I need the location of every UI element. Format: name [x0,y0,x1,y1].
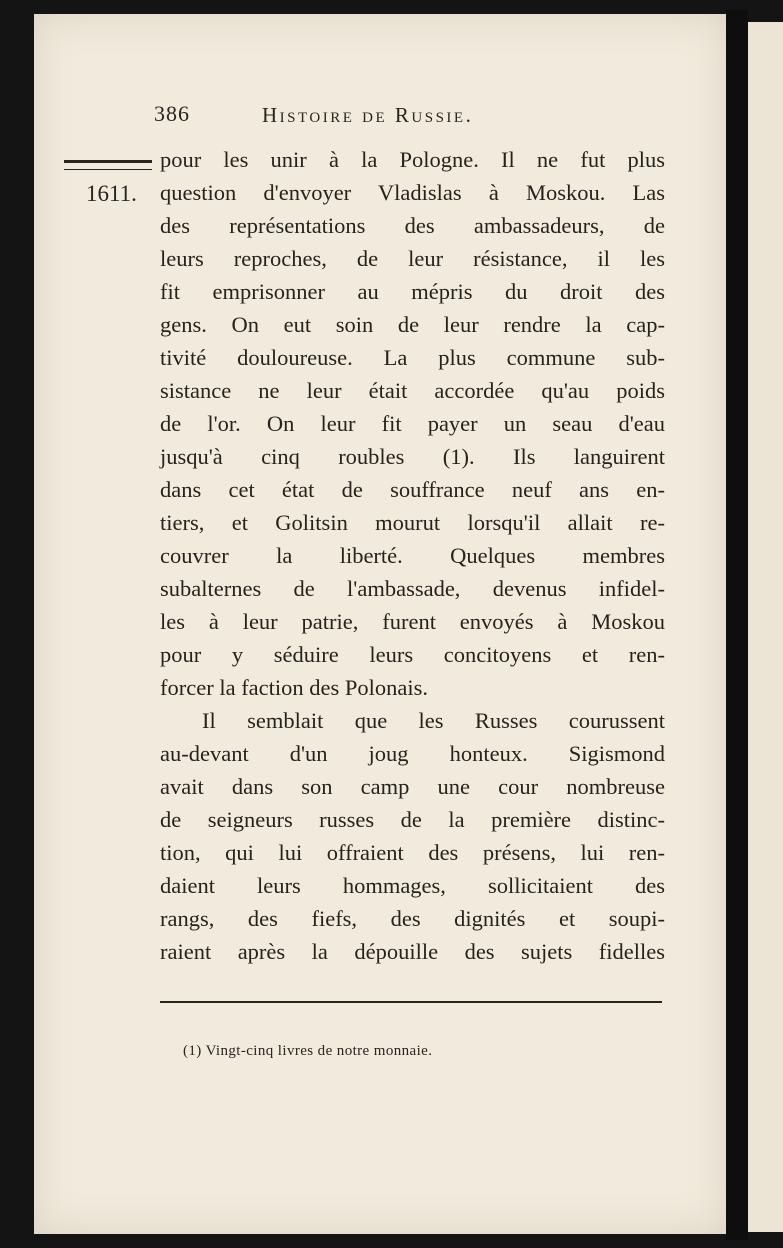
text-line: daient leurs hommages, sollicitaient des [160,873,665,898]
text-line: rangs, des fiefs, des dignités et soupi- [160,906,665,931]
text-line: les à leur patrie, furent envoyés à Moskou [160,609,665,634]
text-line: sistance ne leur était accordée qu'au poids [160,378,665,403]
facing-page-edge [748,22,783,1232]
text-line: dans cet état de souffrance neuf ans en- [160,477,665,502]
text-line: tivité douloureuse. La plus commune sub- [160,345,665,370]
book-gutter [726,10,748,1240]
body-text [160,143,665,968]
text-line: Il semblait que les Russes courussent [202,708,665,733]
text-line: subalternes de l'ambassade, devenus infidel- [160,576,665,601]
footnote: (1) Vingt-cinq livres de notre monnaie. [183,1043,433,1059]
text-line: jusqu'à cinq roubles (1). Ils languirent [160,444,665,469]
text-line: avait dans son camp une cour nombreuse [160,774,665,799]
text-line: de l'or. On leur fit payer un seau d'eau [160,411,665,436]
text-line: de seigneurs russes de la première distinc- [160,807,665,832]
text-line: au-devant d'un joug honteux. Sigismond [160,741,665,766]
margin-year: 1611. [86,181,137,206]
text-line: raient après la dépouille des sujets fidelles [160,939,665,964]
text-line: forcer la faction des Polonais. [160,675,429,700]
text-line: tiers, et Golitsin mourut lorsqu'il allait re- [160,510,665,535]
text-line: fit emprisonner au mépris du droit des [160,279,665,304]
text-line: question d'envoyer Vladislas à Moskou. Las [160,180,665,205]
page-number: 386 [154,101,190,126]
text-line: gens. On eut soin de leur rendre la cap- [160,312,665,337]
margin-rule [64,160,152,170]
paragraph-1 [160,143,665,704]
page-header [154,101,664,131]
paragraph-2 [160,704,665,968]
text-line: couvrer la liberté. Quelques membres [160,543,665,568]
footnote-rule [160,1001,662,1003]
text-line: leurs reproches, de leur résistance, il les [160,246,665,271]
running-title: Histoire de Russie. [262,103,474,127]
text-line: pour y séduire leurs concitoyens et ren- [160,642,665,667]
text-line: pour les unir à la Pologne. Il ne fut plus [160,147,665,172]
text-line: tion, qui lui offraient des présens, lui ren- [160,840,665,865]
text-line: des représentations des ambassadeurs, de [160,213,665,238]
